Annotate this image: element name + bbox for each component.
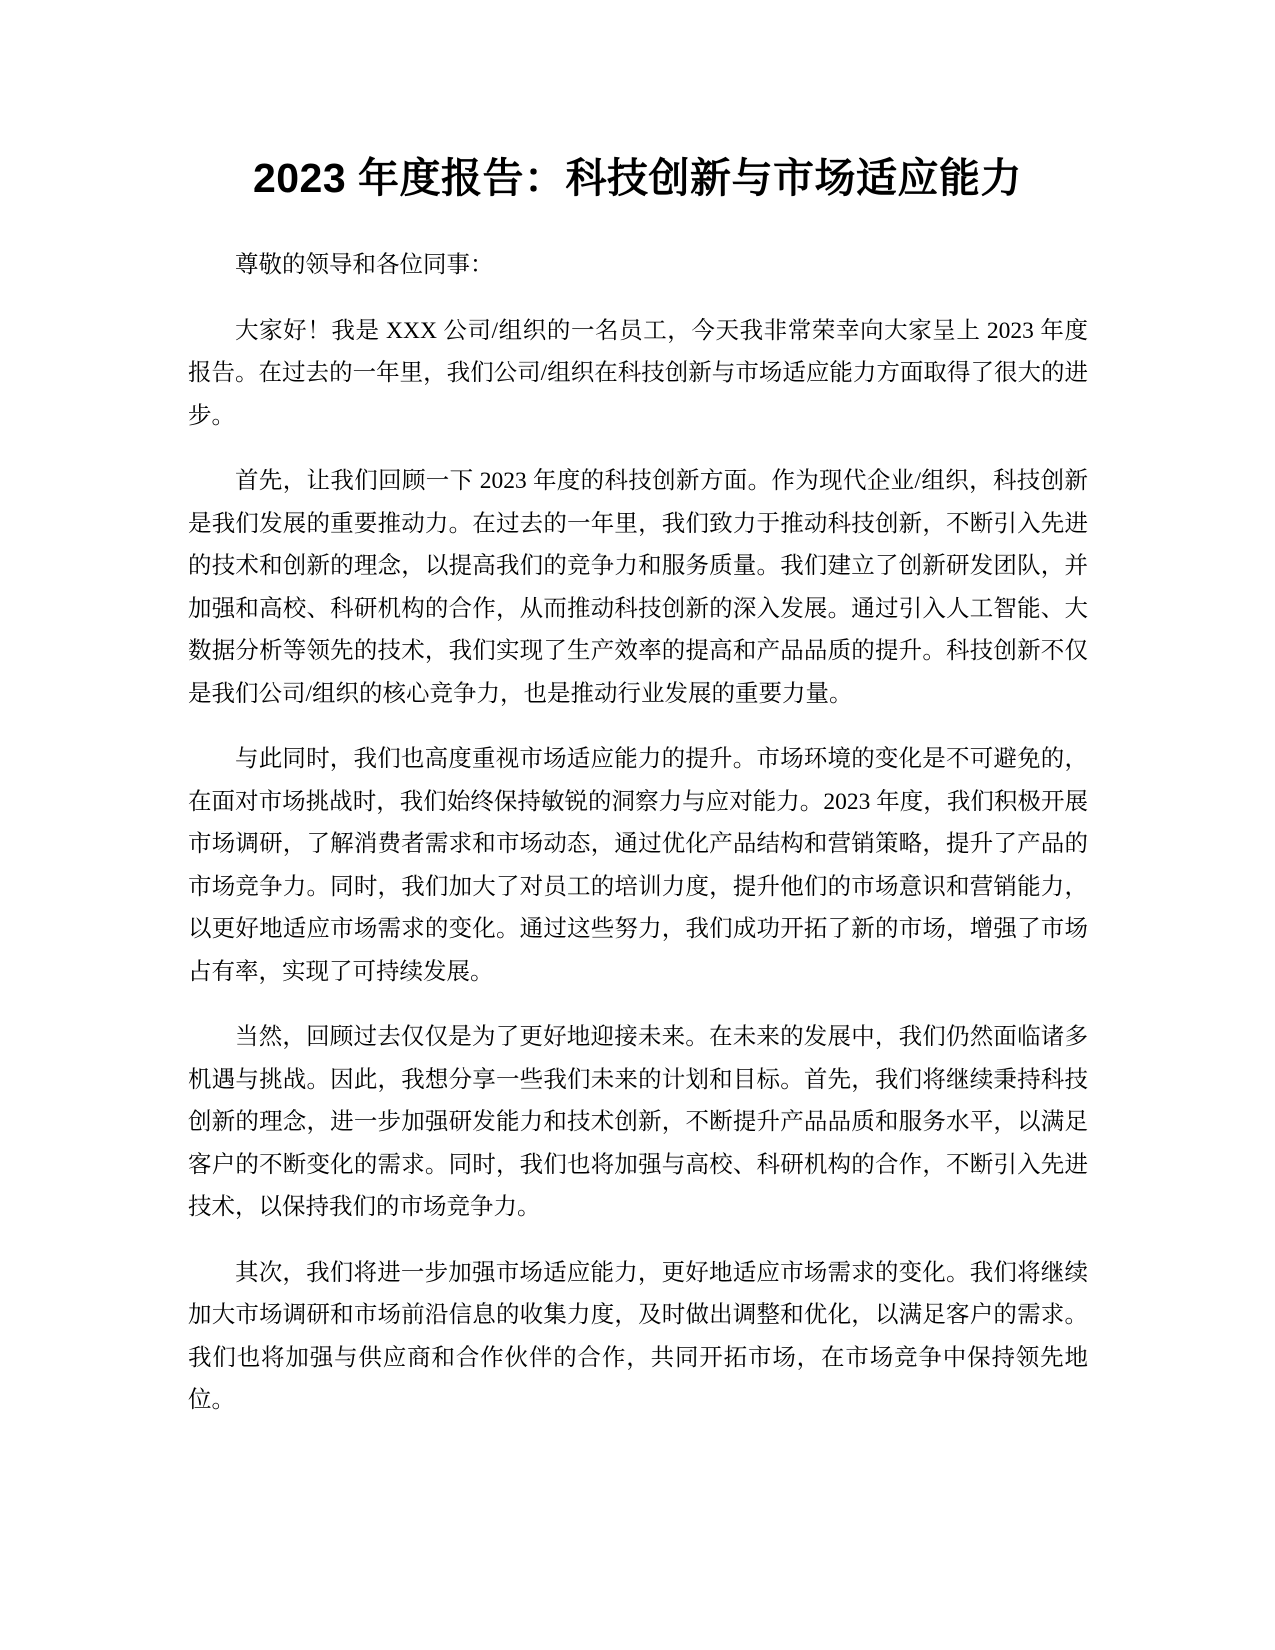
body-paragraph-tech-innovation: 首先，让我们回顾一下 2023 年度的科技创新方面。作为现代企业/组织，科技创新是我们发展的重要推动力。在过去的一年里，我们致力于推动科技创新，不断引入先进的技术和创新的理念，以提高我们的竞争力和服务质量。我们建立了创新研发团队，并加强和高校、科研机构的合作，从而推动科技创新的深入发展。通过引入人工智能、大数据分析等领先的技术，我们实现了生产效率的提高和产品品质的提升。科技创新不仅是我们公司/组织的核心竞争力，也是推动行业发展的重要力量。 [188,468,1088,707]
document-title: 2023 年度报告：科技创新与市场适应能力 [252,155,1023,201]
document-body [188,244,1088,1445]
body-paragraph-next-steps: 其次，我们将进一步加强市场适应能力，更好地适应市场需求的变化。我们将继续加大市场调研和市场前沿信息的收集力度，及时做出调整和优化，以满足客户的需求。我们也将加强与供应商和合作伙伴的合作，共同开拓市场，在市场竞争中保持领先地位。 [188,1259,1088,1413]
body-paragraph-future-plans: 当然，回顾过去仅仅是为了更好地迎接未来。在未来的发展中，我们仍然面临诸多机遇与挑战。因此，我想分享一些我们未来的计划和目标。首先，我们将继续秉持科技创新的理念，进一步加强研发能力和技术创新，不断提升产品品质和服务水平，以满足客户的不断变化的需求。同时，我们也将加强与高校、科研机构的合作，不断引入先进技术，以保持我们的市场竞争力。 [188,1024,1088,1220]
body-paragraph-intro: 大家好！我是 XXX 公司/组织的一名员工，今天我非常荣幸向大家呈上 2023 年度报告。在过去的一年里，我们公司/组织在科技创新与市场适应能力方面取得了很大的进步。 [188,317,1088,429]
greeting-paragraph: 尊敬的领导和各位同事： [235,252,494,278]
body-paragraph-market-adaptation: 与此同时，我们也高度重视市场适应能力的提升。市场环境的变化是不可避免的，在面对市场挑战时，我们始终保持敏锐的洞察力与应对能力。2023 年度，我们积极开展市场调研，了解消费者需求和市场动态，通过优化产品结构和营销策略，提升了产品的市场竞争力。同时，我们加大了对员工的培训力度，提升他们的市场意识和营销能力，以更好地适应市场需求的变化。通过这些努力，我们成功开拓了新的市场，增强了市场占有率，实现了可持续发展。 [188,746,1088,985]
